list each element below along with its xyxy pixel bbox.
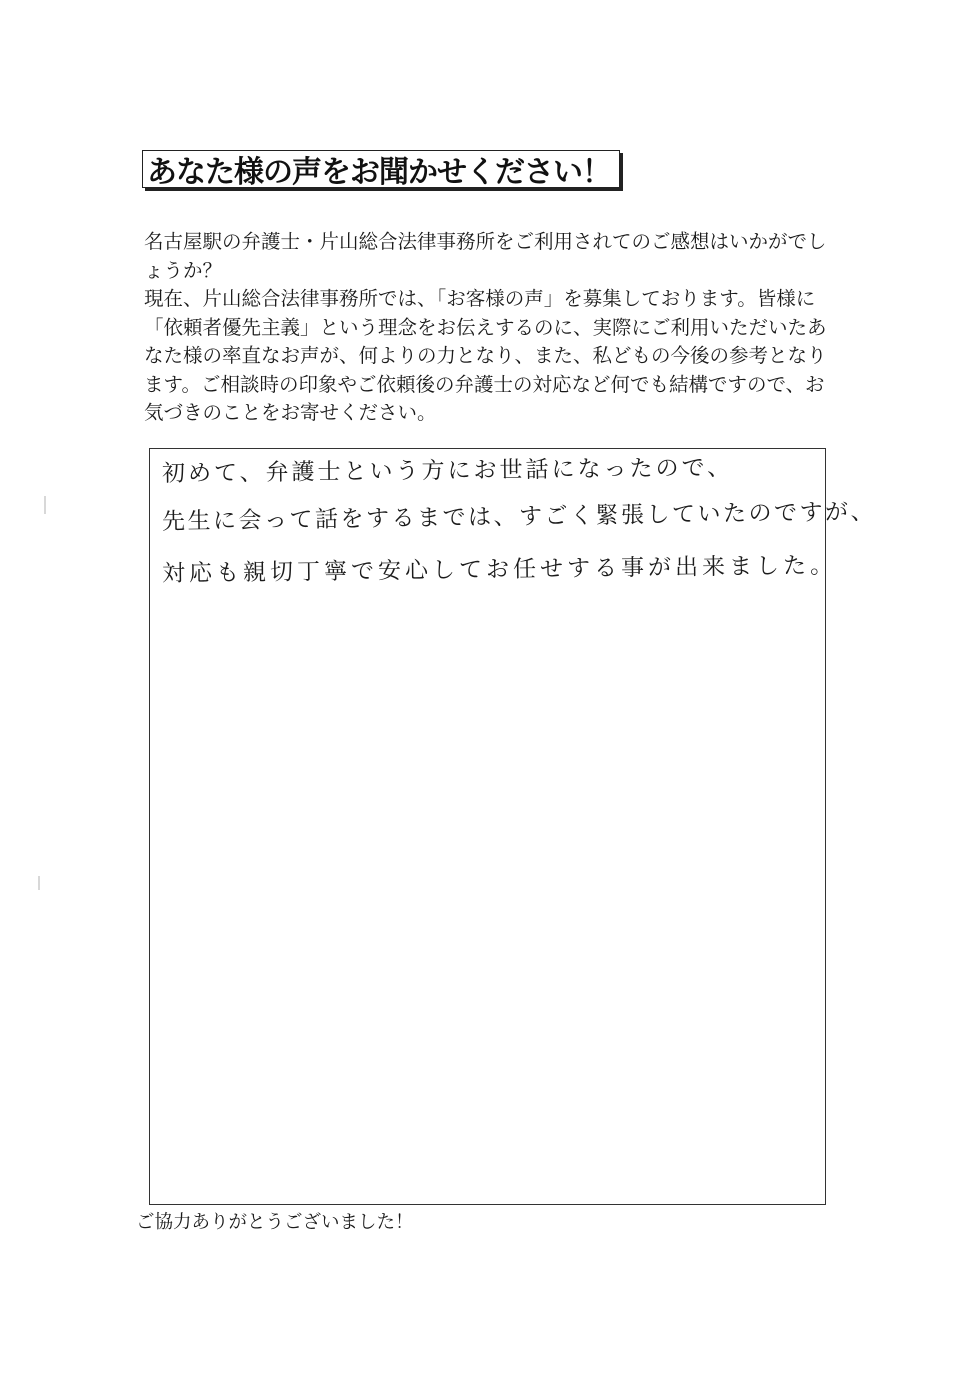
scan-mark	[38, 876, 40, 890]
handwritten-line-1: 初めて、弁護士という方にお世話になったので、	[161, 455, 734, 487]
title-box	[142, 150, 620, 188]
scan-mark	[44, 496, 46, 514]
handwritten-line-2: 先生に会って話をするまでは、すごく緊張していたのですが、	[161, 499, 877, 535]
intro-paragraph-1: 名古屋駅の弁護士・片山総合法律事務所をご利用されてのご感想はいかがでしょうか？	[144, 230, 827, 282]
intro-paragraph-2: 現在、片山総合法律事務所では、「お客様の声」を募集しております。皆様に「依頼者優先主義」という理念をお伝えするのに、実際にご利用いただいたあなた様の率直なお声が、何よりの力となり、また、私どもの今後の参考となります。ご相談時の印象やご依頼後の弁護士の対応など何でも結構ですので、お気づきのことをお寄せください。	[144, 287, 827, 424]
page-title: あなた様の声をお聞かせください！	[147, 155, 611, 190]
handwritten-line-3: 対応も親切丁寧で安心してお任せする事が出来ました。	[161, 552, 838, 587]
intro-text	[144, 228, 844, 428]
thank-you-note: ご協力ありがとうございました！	[136, 1212, 414, 1233]
answer-box	[149, 448, 877, 1205]
